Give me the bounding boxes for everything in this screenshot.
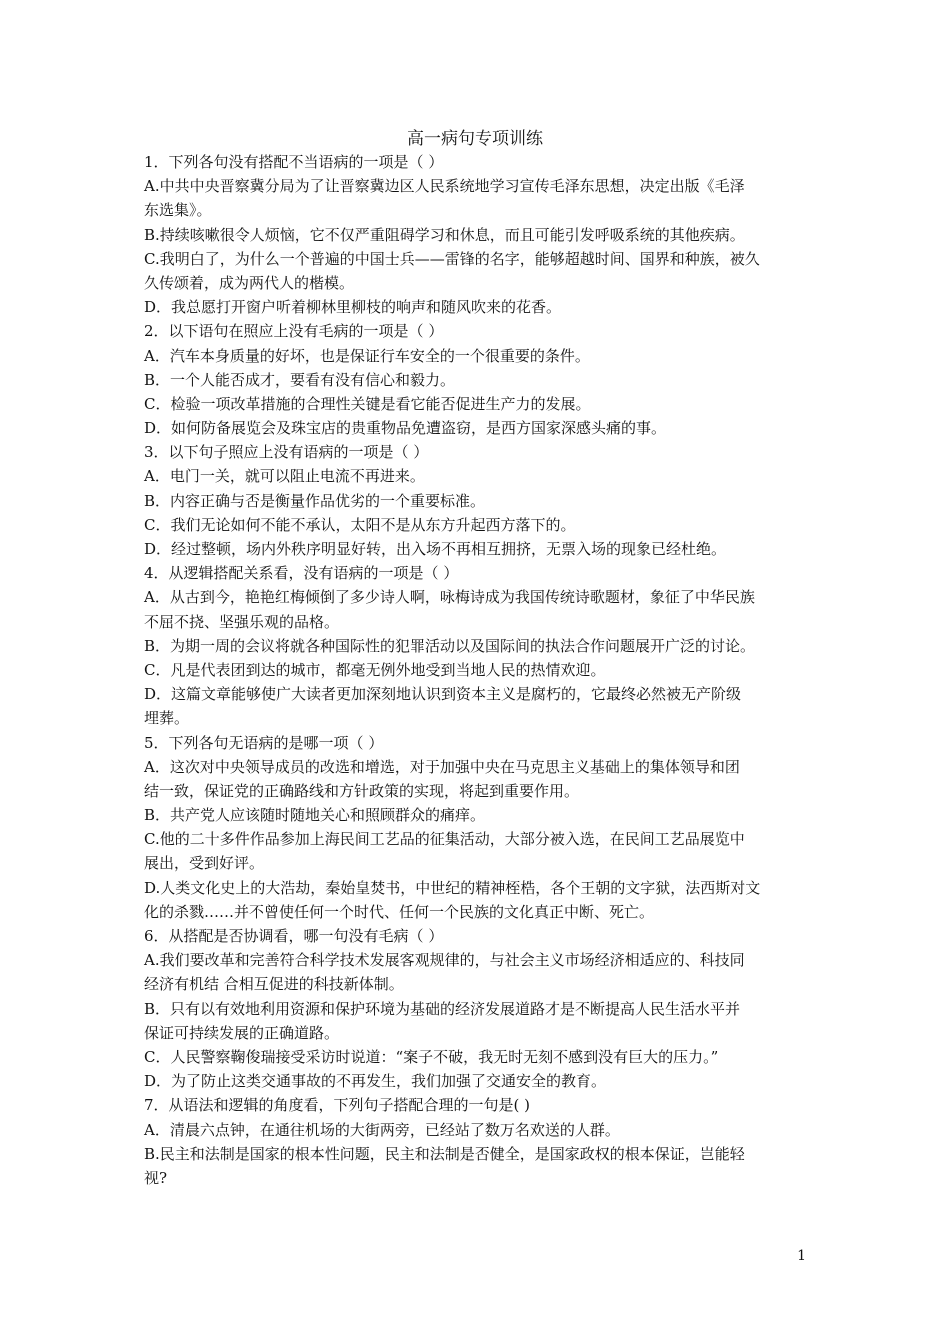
text-line: 2．以下语句在照应上没有毛病的一项是（ ） — [144, 322, 444, 341]
text-line: B．一个人能否成才，要看有没有信心和毅力。 — [144, 370, 456, 389]
text-line: 化的杀戮……并不曾使任何一个时代、任何一个民族的文化真正中断、死亡。 — [144, 902, 655, 921]
text-line: A.我们要改革和完善符合科学技术发展客观规律的，与社会主义市场经济相适应的、科技同 — [144, 951, 745, 970]
text-line: 埋葬。 — [144, 709, 190, 728]
text-line: C．凡是代表团到达的城市，都毫无例外地受到当地人民的热情欢迎。 — [144, 660, 606, 679]
text-line: B．共产党人应该随时随地关心和照顾群众的痛痒。 — [144, 806, 486, 825]
text-line: C．人民警察鞠俊瑞接受采访时说道：“案子不破，我无时无刻不感到没有巨大的压力。” — [144, 1047, 719, 1066]
text-line: B．只有以有效地利用资源和保护环境为基础的经济发展道路才是不断提高人民生活水平并 — [144, 999, 741, 1018]
text-line: D．我总愿打开窗户听着柳林里柳枝的响声和随风吹来的花香。 — [144, 298, 562, 317]
text-line: A．这次对中央领导成员的改选和增选，对于加强中央在马克思主义基础上的集体领导和团 — [144, 757, 740, 776]
text-line: B.民主和法制是国家的根本性问题，民主和法制是否健全，是国家政权的根本保证，岂能轻 — [144, 1144, 745, 1163]
text-line: C．我们无论如何不能不承认，太阳不是从东方升起西方落下的。 — [144, 515, 576, 534]
document-body — [144, 150, 812, 1190]
text-line: 久传颂着，成为两代人的楷模。 — [144, 273, 355, 292]
text-line: D．如何防备展览会及珠宝店的贵重物品免遭盗窃，是西方国家深感头痛的事。 — [144, 419, 667, 438]
text-line: A．从古到今，艳艳红梅倾倒了多少诗人啊，咏梅诗成为我国传统诗歌题材，象征了中华民族 — [144, 588, 755, 607]
text-line: 7．从语法和逻辑的角度看，下列句子搭配合理的一句是( ) — [144, 1096, 531, 1115]
text-line: 保证可持续发展的正确道路。 — [144, 1023, 340, 1042]
text-line: C.他的二十多件作品参加上海民间工艺品的征集活动，大部分被入选，在民间工艺品展览中 — [144, 830, 745, 849]
text-line: D．这篇文章能够使广大读者更加深刻地认识到资本主义是腐朽的，它最终必然被无产阶级 — [144, 685, 742, 704]
text-line: C．检验一项改革措施的合理性关键是看它能否促进生产力的发展。 — [144, 394, 591, 413]
text-line: C.我明白了，为什么一个普遍的中国士兵——雷锋的名字，能够超越时间、国界和种族，被久 — [144, 249, 760, 268]
text-line: 1．下列各句没有搭配不当语病的一项是（ ） — [144, 153, 444, 171]
text-line: 东选集》。 — [144, 201, 212, 220]
text-line: 3．以下句子照应上没有语病的一项是（ ） — [144, 443, 429, 462]
text-line: A．清晨六点钟，在通往机场的大街两旁，已经站了数万名欢送的人群。 — [144, 1120, 620, 1139]
text-line: 不屈不挠、坚强乐观的品格。 — [144, 612, 340, 631]
text-line: 5．下列各句无语病的是哪一项（ ） — [144, 733, 384, 752]
text-line: 4．从逻辑搭配关系看，没有语病的一项是（ ） — [144, 564, 459, 583]
text-line: D．经过整顿，场内外秩序明显好转，出入场不再相互拥挤，无票入场的现象已经杜绝。 — [144, 540, 727, 558]
text-line: B．为期一周的会议将就各种国际性的犯罪活动以及国际间的执法合作问题展开广泛的讨论。 — [144, 636, 756, 655]
text-line: 视? — [144, 1168, 168, 1187]
text-line: 展出，受到好评。 — [144, 854, 265, 873]
text-line: A.中共中央晋察冀分局为了让晋察冀边区人民系统地学习宣传毛泽东思想，决定出版《毛泽 — [144, 177, 745, 196]
text-line: D.人类文化史上的大浩劫，秦始皇焚书，中世纪的精神桎梏，各个王朝的文字狱，法西斯对文 — [144, 878, 761, 897]
text-line: 结一致，保证党的正确路线和方针政策的实现，将起到重要作用。 — [144, 781, 580, 800]
document-title: 高一病句专项训练 — [407, 129, 543, 149]
text-line: 经济有机结 合相互促进的科技新体制。 — [144, 975, 404, 994]
text-line: B．内容正确与否是衡量作品优劣的一个重要标准。 — [144, 491, 486, 510]
text-line: A．汽车本身质量的好坏，也是保证行车安全的一个很重要的条件。 — [144, 346, 590, 365]
page-number: 1 — [797, 1248, 806, 1264]
text-line: B.持续咳嗽很令人烦恼，它不仅严重阻碍学习和休息，而且可能引发呼吸系统的其他疾病。 — [144, 225, 745, 244]
text-line: A．电门一关，就可以阻止电流不再进来。 — [144, 467, 425, 486]
text-line: D．为了防止这类交通事故的不再发生，我们加强了交通安全的教育。 — [144, 1072, 607, 1091]
text-line: 6．从搭配是否协调看，哪一句没有毛病（ ） — [144, 927, 444, 945]
